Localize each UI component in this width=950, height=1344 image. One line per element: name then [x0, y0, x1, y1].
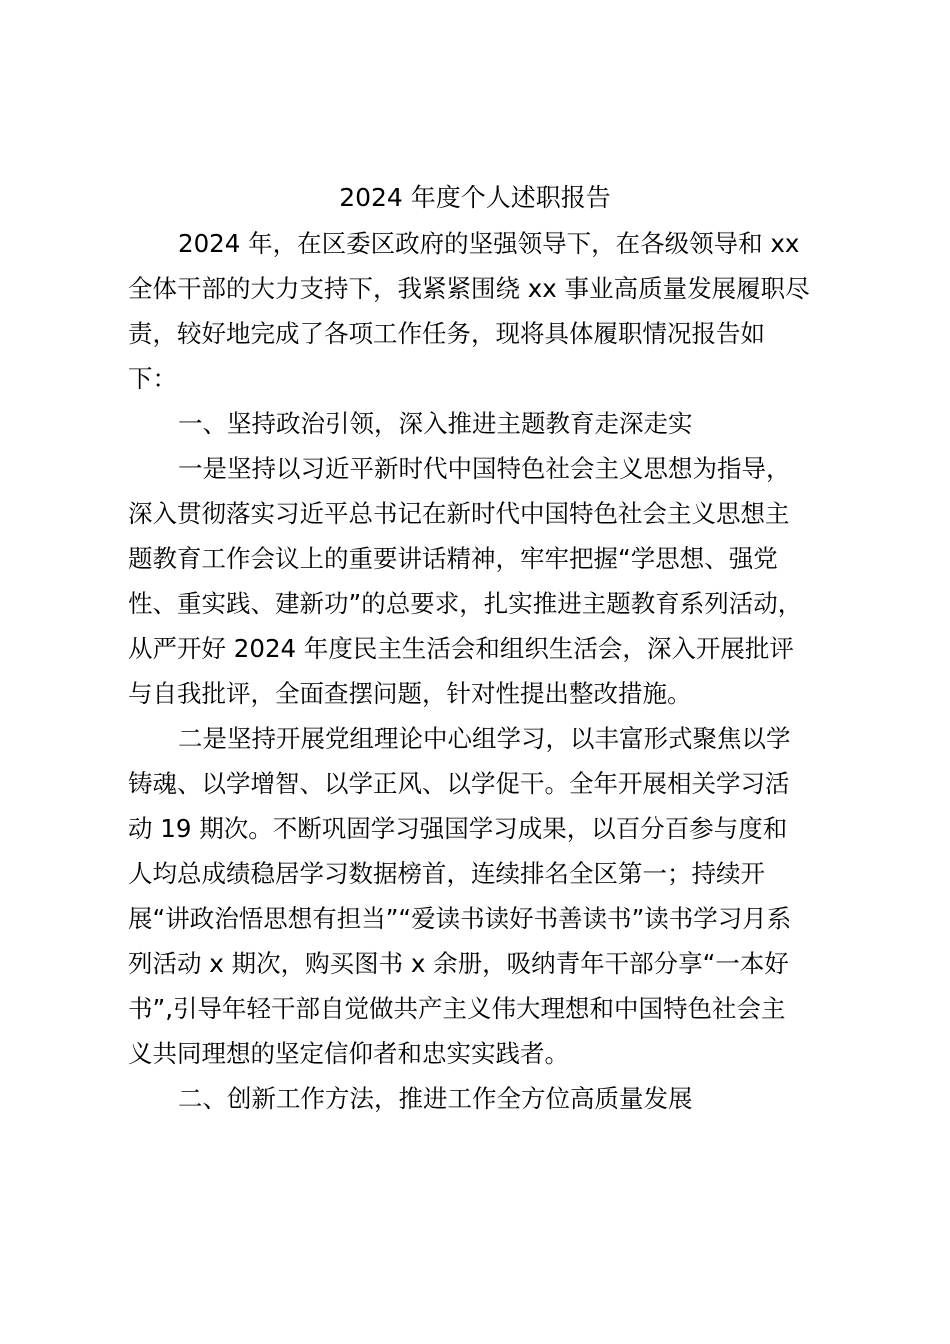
- body-line-14: 动 19 期次。不断巩固学习强国学习成果，以百分百参与度和: [128, 814, 788, 843]
- section-heading-1: 一、坚持政治引领，深入推进主题教育走深走实: [178, 409, 693, 438]
- body-line-4: 下：: [128, 364, 177, 393]
- body-line-10: 从严开好 2024 年度民主生活会和组织生活会，深入开展批评: [128, 634, 794, 663]
- body-line-9: 性、重实践、建新功”的总要求，扎实推进主题教育系列活动，: [128, 589, 803, 618]
- document-title: 2024 年度个人述职报告: [339, 183, 611, 212]
- body-line-2: 全体干部的大力支持下，我紧紧围绕 xx 事业高质量发展履职尽: [128, 274, 810, 303]
- body-line-7: 深入贯彻落实习近平总书记在新时代中国特色社会主义思想主: [128, 499, 790, 528]
- body-line-3: 责，较好地完成了各项工作任务，现将具体履职情况报告如: [128, 319, 765, 348]
- body-line-12: 二是坚持开展党组理论中心组学习，以丰富形式聚焦以学: [178, 724, 791, 753]
- body-line-17: 列活动 x 期次，购买图书 x 余册，吸纳青年干部分享“一本好: [128, 949, 789, 978]
- body-line-15: 人均总成绩稳居学习数据榜首，连续排名全区第一；持续开: [128, 859, 765, 888]
- body-line-13: 铸魂、以学增智、以学正风、以学促干。全年开展相关学习活: [128, 769, 790, 798]
- body-line-18: 书”,引导年轻干部自觉做共产主义伟大理想和中国特色社会主: [128, 994, 786, 1023]
- body-line-1: 2024 年，在区委区政府的坚强领导下，在各级领导和 xx: [178, 229, 800, 258]
- body-line-19: 义共同理想的坚定信仰者和忠实实践者。: [128, 1039, 569, 1068]
- section-heading-2: 二、创新工作方法，推进工作全方位高质量发展: [178, 1084, 693, 1113]
- body-line-8: 题教育工作会议上的重要讲话精神，牢牢把握“学思想、强党: [128, 544, 778, 573]
- body-line-11: 与自我批评，全面查摆问题，针对性提出整改措施。: [128, 679, 692, 708]
- body-line-16: 展“讲政治悟思想有担当”“爱读书读好书善读书”读书学习月系: [128, 904, 792, 933]
- body-line-6: 一是坚持以习近平新时代中国特色社会主义思想为指导，: [178, 454, 791, 483]
